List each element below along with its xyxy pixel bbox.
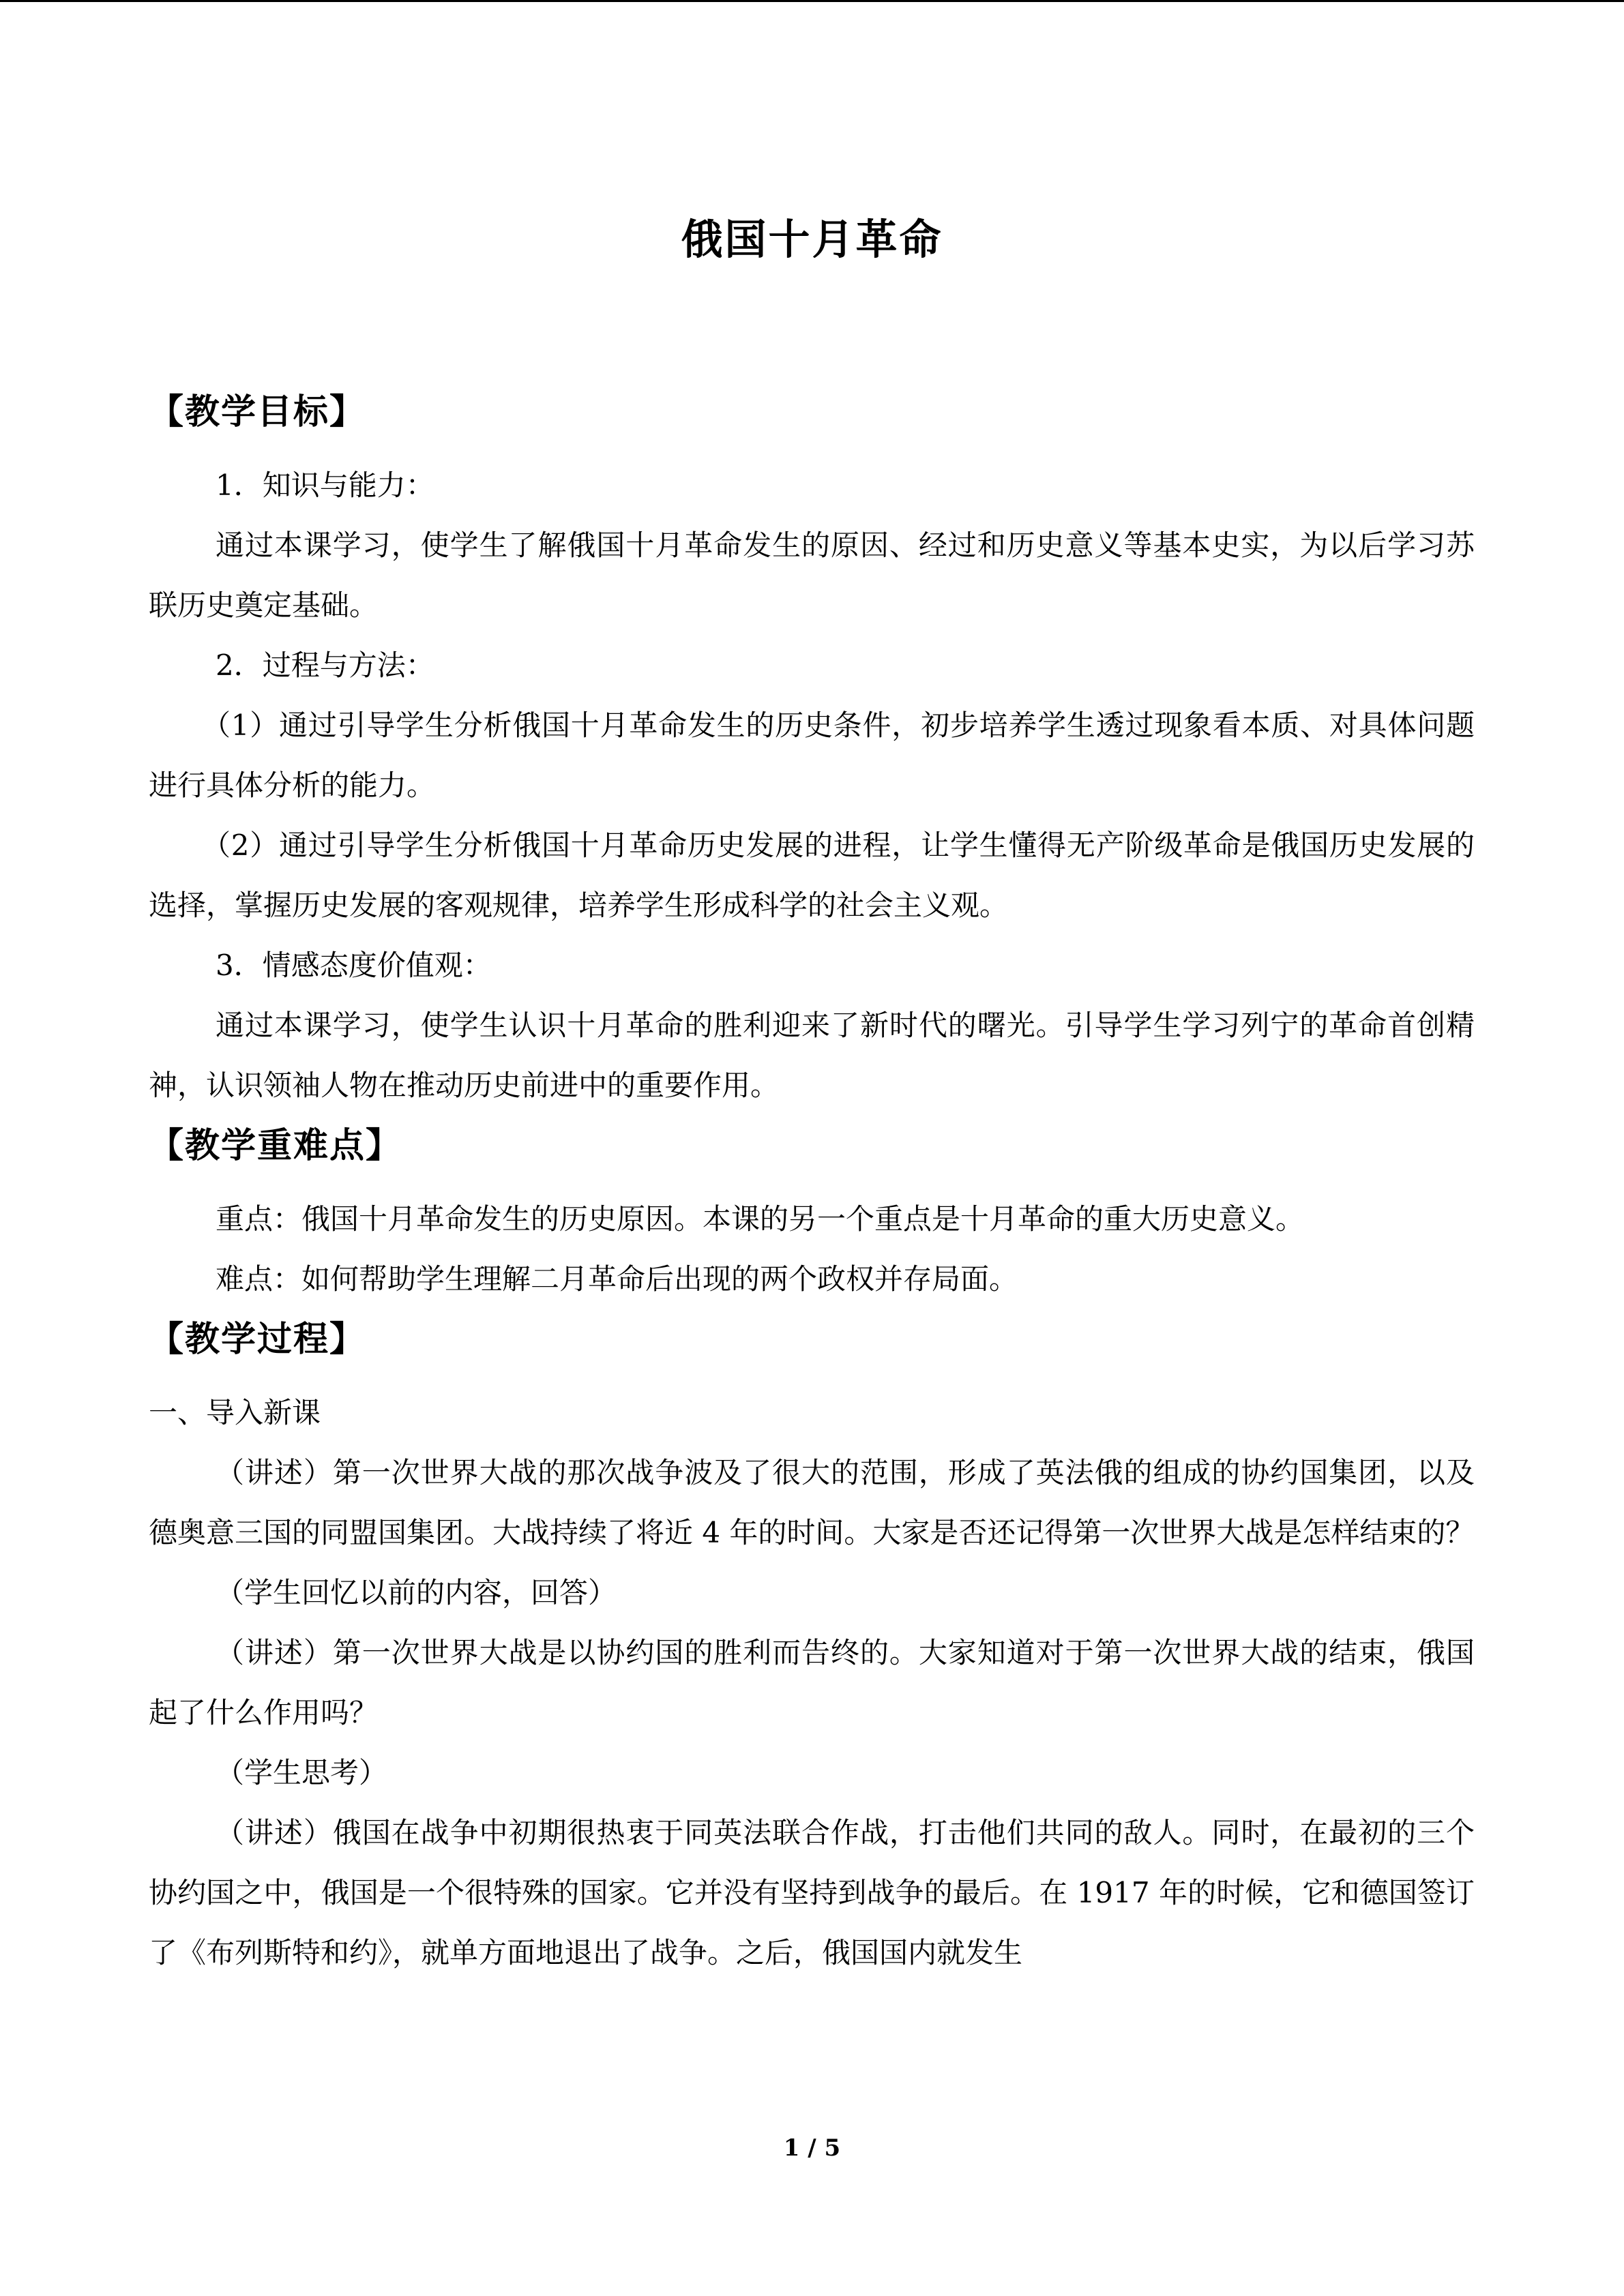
objective-2-text-a: （1）通过引导学生分析俄国十月革命发生的历史条件，初步培养学生透过现象看本质、对具体问题进行具体分析的能力。 [149, 709, 1475, 802]
section-heading-key-points: 【教学重难点】 [149, 1126, 402, 1166]
key-point-difficulty: 难点：如何帮助学生理解二月革命后出现的两个政权并存局面。 [216, 1262, 1018, 1296]
process-paragraph: （学生回忆以前的内容，回答） [216, 1576, 617, 1609]
process-paragraph: （讲述）第一次世界大战的那次战争波及了很大的范围，形成了英法俄的组成的协约国集团，以及德奥意三国的同盟国集团。大战持续了将近 4 年的时间。大家是否还记得第一次世界大战是怎样结束的？ [149, 1456, 1475, 1549]
process-paragraph: （讲述）俄国在战争中初期很热衷于同英法联合作战，打击他们共同的敌人。同时，在最初的三个协约国之中，俄国是一个很特殊的国家。它并没有坚持到战争的最后。在 1917 年的时候，它和德国签订了《布列斯特和约》，就单方面地退出了战争。之后，俄国国内就发生 [149, 1816, 1475, 1969]
objective-1-label: 1．知识与能力： [216, 468, 434, 502]
page-number: 1 / 5 [783, 2134, 841, 2162]
process-paragraph: （讲述）第一次世界大战是以协约国的胜利而告终的。大家知道对于第一次世界大战的结束，俄国起了什么作用吗？ [149, 1636, 1475, 1729]
objective-2-label: 2．过程与方法： [216, 648, 434, 682]
process-paragraph: （学生思考） [216, 1756, 388, 1789]
document-title: 俄国十月革命 [681, 215, 943, 264]
objective-1-text: 通过本课学习，使学生了解俄国十月革命发生的原因、经过和历史意义等基本史实，为以后学习苏联历史奠定基础。 [149, 528, 1475, 622]
process-part-1-label: 一、导入新课 [149, 1396, 321, 1429]
objective-3-label: 3．情感态度价值观： [216, 949, 492, 982]
section-heading-process: 【教学过程】 [149, 1320, 366, 1360]
section-heading-objectives: 【教学目标】 [149, 392, 366, 432]
objective-2-text-b: （2）通过引导学生分析俄国十月革命历史发展的进程，让学生懂得无产阶级革命是俄国历史发展的选择，掌握历史发展的客观规律，培养学生形成科学的社会主义观。 [149, 829, 1475, 922]
top-border-rule [0, 0, 1624, 2]
objective-3-text: 通过本课学习，使学生认识十月革命的胜利迎来了新时代的曙光。引导学生学习列宁的革命首创精神，认识领袖人物在推动历史前进中的重要作用。 [149, 1009, 1475, 1102]
key-point-focus: 重点：俄国十月革命发生的历史原因。本课的另一个重点是十月革命的重大历史意义。 [216, 1202, 1305, 1236]
document-body [149, 382, 1475, 1983]
